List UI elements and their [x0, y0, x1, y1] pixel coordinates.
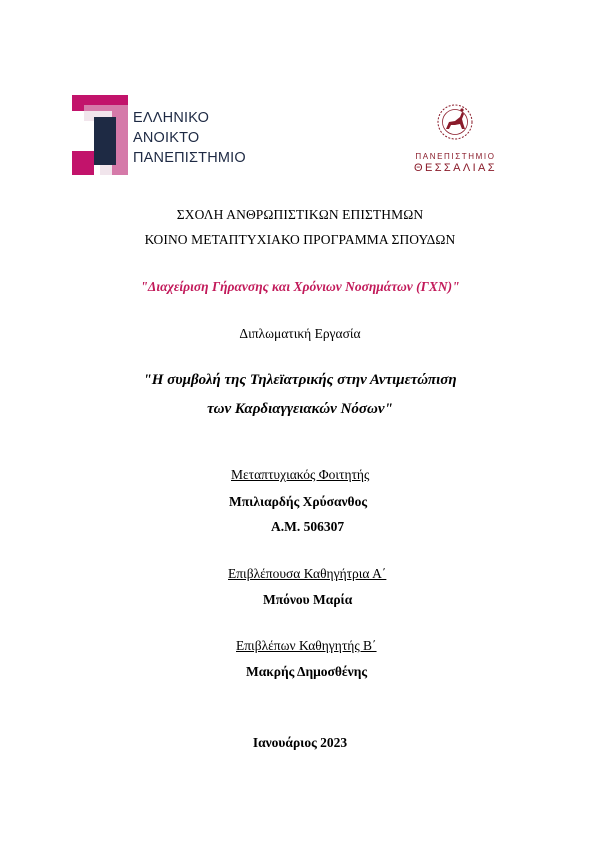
program-title: "Διαχείριση Γήρανσης και Χρόνιων Νοσημάτων (ΓΧΝ)" — [140, 279, 460, 294]
eap-emblem-icon — [72, 95, 128, 175]
program-type: ΚΟΙΝΟ ΜΕΤΑΠΤΥΧΙΑΚΟ ΠΡΟΓΡΑΜΜΑ ΣΠΟΥΔΩΝ — [144, 232, 456, 247]
eap-logo-line-3: ΠΑΝΕΠΙΣΤΗΜΙΟ — [133, 150, 246, 166]
student-label: Μεταπτυχιακός Φοιτητής — [231, 467, 370, 482]
supervisor-b-label: Επιβλέπων Καθηγητής Β΄ — [236, 638, 377, 653]
eap-logo — [72, 95, 246, 175]
thesis-title-line-2: των Καρδιαγγειακών Νόσων" — [207, 401, 393, 417]
date: Ιανουάριος 2023 — [252, 735, 348, 750]
thesis-title-line-1: "Η συμβολή της Τηλεϊατρικής στην Αντιμετώπιση — [143, 372, 457, 388]
eap-logo-line-1: ΕΛΛΗΝΙΚΟ — [133, 110, 210, 126]
student-name: Μπιλιαρδής Χρύσανθος — [229, 494, 368, 509]
supervisor-a-name: Μπόνου Μαρία — [263, 592, 353, 607]
uth-logo-line-1: ΠΑΝΕΠΙΣΤΗΜΙΟ — [415, 152, 496, 161]
uth-logo-line-2: ΘΕΣΣΑΛΙΑΣ — [414, 162, 497, 174]
supervisor-a-label: Επιβλέπουσα Καθηγήτρια Α΄ — [228, 566, 387, 581]
student-am: Α.Μ. 506307 — [271, 519, 345, 534]
school-name: ΣΧΟΛΗ ΑΝΘΡΩΠΙΣΤΙΚΩΝ ΕΠΙΣΤΗΜΩΝ — [176, 207, 424, 222]
document-type: Διπλωματική Εργασία — [239, 326, 361, 341]
supervisor-b-name: Μακρής Δημοσθένης — [246, 664, 368, 679]
uth-logo — [408, 100, 503, 180]
centaur-emblem-icon — [435, 100, 475, 146]
eap-logo-line-2: ΑΝΟΙΚΤΟ — [133, 130, 200, 146]
